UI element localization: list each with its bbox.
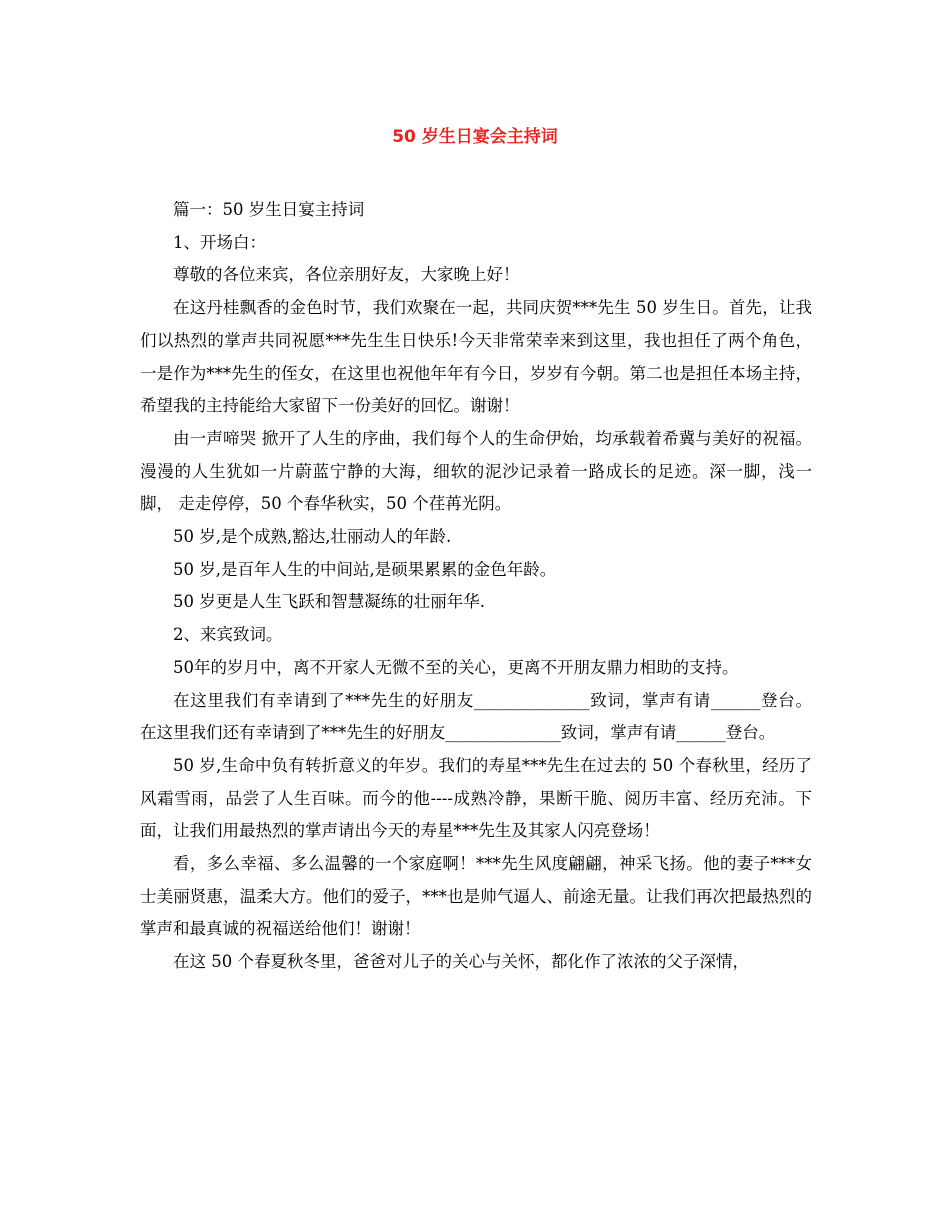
paragraph-birthday-star-entrance: 50 岁,生命中负有转折意义的年岁。我们的寿星***先生在过去的 50 个春秋里，经历了风霜雪雨，品尝了人生百味。而今的他----成熟冷静，果断干脆、阅历丰富、经历充沛。下面，让我们用最热烈的掌声请出今天的寿星***先生及其家人闪亮登场！	[140, 755, 812, 841]
paragraph-age-prime: 50 岁更是人生飞跃和智慧凝练的壮丽年华.	[173, 592, 485, 612]
paragraph-greeting: 尊敬的各位来宾，各位亲朋好友，大家晚上好！	[173, 265, 520, 285]
paragraph-age-mature: 50 岁,是个成熟,豁达,壮丽动人的年龄.	[173, 527, 452, 547]
paragraph-opening-heading: 1、开场白：	[173, 232, 266, 252]
paragraph-guest-speech-heading: 2、来宾致词。	[173, 625, 283, 645]
paragraph-life-journey: 由一声啼哭 掀开了人生的序曲，我们每个人的生命伊始，均承载着希冀与美好的祝福。漫漫的人生犹如一片蔚蓝宁静的大海，细软的泥沙记录着一路成长的足迹。深一脚，浅一脚， 走走停停，50 个春华秋实，50 个荏苒光阴。	[140, 428, 812, 514]
paragraph-age-midpoint: 50 岁,是百年人生的中间站,是硕果累累的金色年龄。	[173, 559, 557, 579]
paragraph-guest-invitations: 在这里我们有幸请到了***先生的好朋友______________致词，掌声有请______登台。 在这里我们还有幸请到了***先生的好朋友______________致词，掌声有请______登台。	[140, 690, 812, 743]
document-title: 50 岁生日宴会主持词	[392, 127, 558, 147]
paragraph-father-son: 在这 50 个春夏秋冬里，爸爸对儿子的关心与关怀，都化作了浓浓的父子深情，	[173, 952, 749, 972]
paragraph-celebration-intro: 在这丹桂飘香的金色时节，我们欢聚在一起，共同庆贺***先生 50 岁生日。首先，让我们以热烈的掌声共同祝愿***先生生日快乐!今天非常荣幸来到这里，我也担任了两个角色，一是作为***先生的侄女，在这里也祝他年年有今日，岁岁有今朝。第二也是担任本场主持，希望我的主持能给大家留下一份美好的回忆。谢谢！	[140, 298, 812, 416]
paragraph-family-praise: 看，多么幸福、多么温馨的一个家庭啊！***先生风度翩翩，神采飞扬。他的妻子***女士美丽贤惠，温柔大方。他们的爱子，***也是帅气逼人、前途无量。让我们再次把最热烈的掌声和最真诚的祝福送给他们！谢谢！	[140, 854, 812, 939]
paragraph-section-heading: 篇一：50 岁生日宴主持词	[173, 200, 365, 219]
document-body	[140, 194, 812, 979]
paragraph-family-support: 50年的岁月中，离不开家人无微不至的关心，更离不开朋友鼎力相助的支持。	[173, 657, 739, 677]
